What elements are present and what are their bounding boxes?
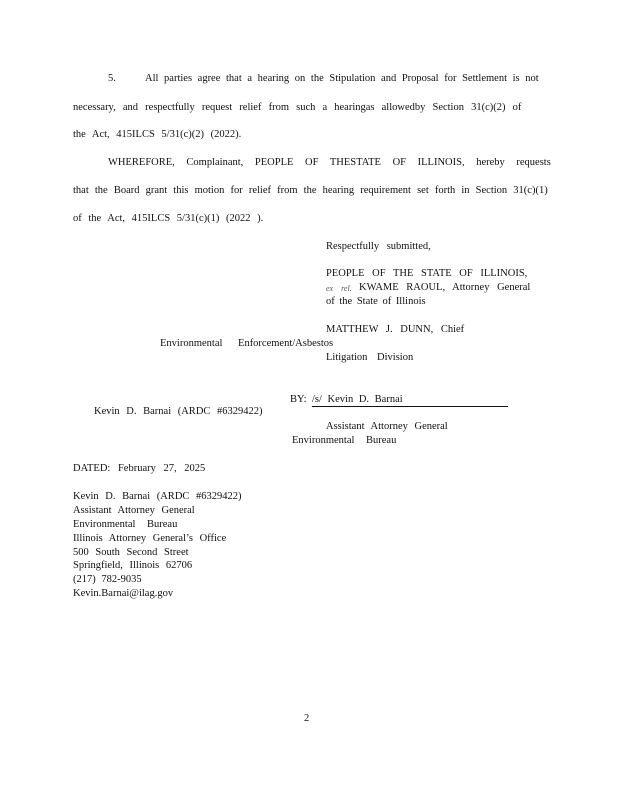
attorney-name-left: Kevin D. Barnai (ARDC #6329422) — [94, 406, 263, 417]
of-the-state: of the State of Illinois — [326, 296, 426, 307]
environmental-bureau: Environmental Bureau — [292, 435, 397, 446]
contact-email[interactable]: Kevin.Barnai@ilag.gov — [73, 588, 174, 599]
wherefore-line-3: of the Act, 415ILCS 5/31(c)(1) (2022 ). — [73, 213, 264, 224]
paragraph-5-line-2: necessary, and respectfully request relief from such a hearingas allowedby Section 31(c)(2) of — [73, 102, 522, 113]
people-of-illinois: PEOPLE OF THE STATE OF ILLINOIS, — [326, 268, 528, 279]
respectfully-submitted: Respectfully submitted, — [326, 241, 431, 252]
contact-phone: (217) 782-9035 — [73, 574, 142, 585]
paragraph-number: 5. — [108, 73, 116, 84]
contact-name: Kevin D. Barnai (ARDC #6329422) — [73, 491, 242, 502]
contact-bureau: Environmental Bureau — [73, 519, 178, 530]
paragraph-5-line-3: the Act, 415ILCS 5/31(c)(2) (2022). — [73, 129, 242, 140]
wherefore-line-1: WHEREFORE, Complainant, PEOPLE OF THESTATE OF ILLINOIS, hereby requests — [108, 157, 551, 168]
dated-line: DATED: February 27, 2025 — [73, 463, 206, 474]
paragraph-5-line-1: All parties agree that a hearing on the Stipulation and Proposal for Settlement is not — [145, 73, 539, 84]
by-label: BY: — [290, 394, 307, 405]
wherefore-line-2: that the Board grant this motion for relief from the hearing requirement set forth in Section 31(c)(1) — [73, 185, 548, 196]
contact-title: Assistant Attorney General — [73, 505, 195, 516]
contact-city: Springfield, Illinois 62706 — [73, 560, 193, 571]
signature-line: /s/ Kevin D. Barnai — [312, 394, 508, 407]
ex-rel: ex rel. — [326, 284, 352, 293]
environmental-enforcement: Environmental Enforcement/Asbestos — [160, 338, 334, 349]
chief-dunn: MATTHEW J. DUNN, Chief — [326, 324, 465, 335]
attorney-general-raoul: KWAME RAOUL, Attorney General — [359, 282, 531, 293]
contact-office: Illinois Attorney General’s Office — [73, 533, 227, 544]
page-number: 2 — [304, 713, 310, 724]
contact-street: 500 South Second Street — [73, 547, 189, 558]
assistant-attorney-general: Assistant Attorney General — [326, 421, 448, 432]
litigation-division: Litigation Division — [326, 352, 414, 363]
